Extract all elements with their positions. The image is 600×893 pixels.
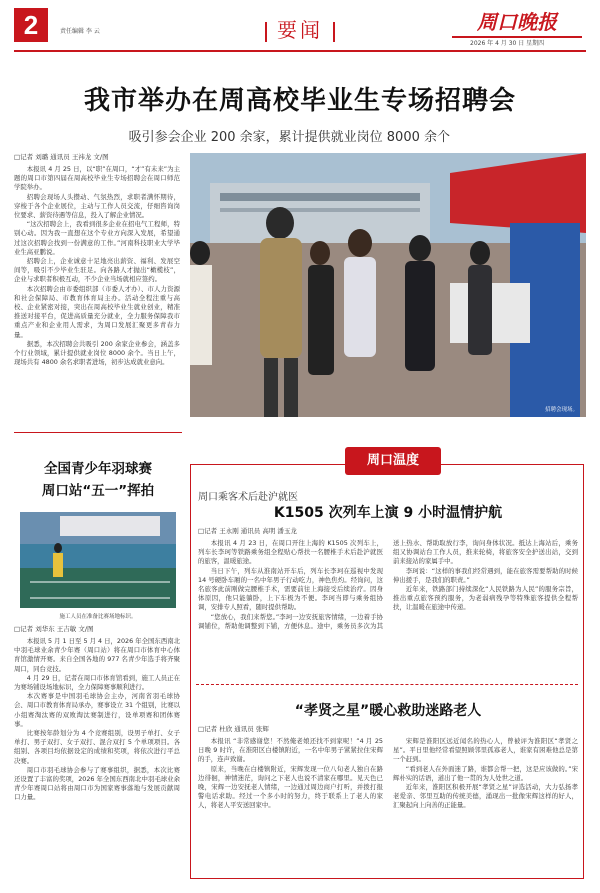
main-byline: □记者 刘璐 通讯员 王祎龙 文/图 <box>14 153 109 161</box>
story2-byline: □记者 杜欣 通讯员 张辉 <box>198 725 269 733</box>
story1-kicker: 周口乘客术后赴沪就医 <box>198 492 298 503</box>
story1-body <box>198 539 578 631</box>
paragraph: 本次赛事是中国羽毛球协会主办，河南省羽毛球协会、周口市教育体育局承办，赛事设立 31 个组别，比赛以小组赛淘汰赛的双败淘汰赛制进行，设单项赛和团体赛事。 <box>14 692 180 728</box>
paragraph: 当日下午，列车从淮南站开车后，列车长李珂在巡视中发现 14 号硬卧车厢的一名中年男子行动吃力，神色焦灼。经询问，这名旅客此前刚做完腰椎手术，需要前往上海接受后续治疗。因身体原因，他只能躺卧，上下车极为不便。李珂当即与乘务组协调，安排专人照看，随时提供帮助。 <box>198 566 383 612</box>
story-divider <box>196 684 578 685</box>
story2-title: “孝贤之星”暖心救助迷路老人 <box>294 703 482 719</box>
paragraph: 本次招聘会由市委组织部（市委人才办）、市人力资源和社会保障局、市教育体育局主办。活动全程注重与高校、企业紧密对接，突出在周高校毕业生就业创业，精准推送对接平台，促进高质量充分就业，全力服务保障我市重点产业和企业用人需求，为周口发展汇聚更多青春力量。 <box>14 284 180 339</box>
badminton-headline <box>14 458 182 502</box>
badminton-court-illustration <box>20 512 176 608</box>
paragraph: 4 月 29 日，记者在周口市体育馆看到，施工人员正在为赛场铺设场地标识，全力保障赛事顺利进行。 <box>14 673 180 692</box>
badminton-photo <box>20 512 176 608</box>
paragraph: 本报讯 5 月 1 日至 5 月 4 日，2026 年全国东西南北中羽毛球业余青少年赛（周口站）将在周口市体育中心体育馆激情开赛。来自全国各地的 977 名青少年选手将齐聚周口，同台竞技。 <box>14 637 180 673</box>
badminton-title-line2: 周口站“五一”挥拍 <box>41 483 155 499</box>
badminton-caption: 施工人员在准备比赛场地标识。 <box>59 614 137 620</box>
main-headline: 我市举办在周高校毕业生专场招聘会 <box>83 86 516 116</box>
paragraph: 比赛按年龄划分为 4 个竞赛组别，设男子单打、女子单打、男子双打、女子双打、混合双打 5 个单项项目。各组别、各项目均依据设定的成绩和奖项，将依次进行平总决赛。 <box>14 729 180 765</box>
paragraph: 李珂说：“这样的事我们经常遇到，能在旅客需要帮助的时候伸出援手，是我们的职责。” <box>393 566 578 584</box>
paragraph: “您放心，我们来帮您。”李珂一边安抚旅客情绪，一边着手协调铺位，帮助他调整到下铺，方便休息。途中，乘务员多次为其送上热水、帮助取放行李，询问身体状况。抵达上海站后，乘务组又协调站台工作人员，推来轮椅，将旅客安全护送出站，交到前来接站的家属手中。 <box>198 539 578 630</box>
issue-date: 2026 年 4 月 30 日 星期四 <box>470 40 545 47</box>
newspaper-logo: 周口晚报 <box>452 8 582 38</box>
column-separator <box>14 432 182 433</box>
story2-body <box>198 737 578 811</box>
paragraph: 原来，当晚在白楼镇附近，宋辉发现一位八旬老人独自在路边徘徊，神情迷茫，询问之下老人也说不清家在哪里。见天色已晚，宋辉一边安抚老人情绪，一边通过周边商户打听，并拨打报警电话求助。经过一个多小时的努力，终于联系上了老人的家人，将老人平安送回家中。 <box>198 764 383 810</box>
paragraph: “看到老人在外面迷了路，谁都会帮一把，这是应该做的。”宋辉朴实的话语，道出了他一贯的为人处世之道。 <box>393 764 578 782</box>
section-title <box>255 14 345 43</box>
job-fair-illustration <box>190 153 586 417</box>
paragraph: 近年来，铁路部门持续深化“人民铁路为人民”的服务宗旨，推出重点旅客预约服务，为老弱病残孕等特殊旅客提供全程帮扶，让温暖在旅途中传递。 <box>393 585 578 612</box>
warmth-badge: 周口温度 <box>345 447 441 475</box>
badminton-article <box>14 624 180 803</box>
paragraph: 据悉，本次招聘会共吸引 200 余家企业参会，涵盖多个行业领域，累计提供就业岗位 8000 余个。当日上午，现场共有 4800 余名求职者进场，初步达成就业意向。 <box>14 339 180 367</box>
editor-credit: 责任编辑 李 云 <box>60 28 100 35</box>
header-rule <box>14 50 586 52</box>
main-subhead: 吸引参会企业 200 余家，累计提供就业岗位 8000 余个 <box>128 130 450 145</box>
paragraph: 本报讯 4 月 25 日，以“职”在周口，“才”有未来”为主题的周口市第四届在周高校毕业生专场招聘会在周口师范学院举办。 <box>14 165 180 192</box>
job-fair-caption: 招聘会现场。 <box>544 407 578 413</box>
paragraph: 本报讯 “非常感谢您！不然俺老娘还找不到家呢！”4 月 25 日晚 9 时许，在淮阳区白楼镇附近，一名中年男子紧紧拉住宋辉的手，连声致谢。 <box>198 737 383 764</box>
paragraph: “这次招聘会上，我看到很多企业在招电气工程师，特别心动。因为我一直想在这个专业方向深入发展，希望通过这次招聘会找到一份满意的工作。”河南科技职业大学毕业生高亚鹏说。 <box>14 220 180 256</box>
story1-byline: □记者 王永刚 通讯员 高明 潘玉龙 <box>198 527 297 535</box>
paragraph: 周口市羽毛球协会参与了赛事组织，据悉，本次比赛还设置了丰富的奖项，2026 年全国东西南北中羽毛球业余青少年赛周口站将由周口市为国家赛事落地与发展贡献周口力量。 <box>14 765 180 802</box>
section-label: 要闻 <box>277 18 323 42</box>
badminton-byline: □记者 刘华东 王吉敏 文/图 <box>14 625 94 633</box>
badminton-title-line1: 全国青少年羽球赛 <box>44 461 152 477</box>
job-fair-photo <box>190 153 586 417</box>
main-body <box>14 165 180 367</box>
paragraph: 本报讯 4 月 23 日，在周口开往上海的 K1505 次列车上，列车长李珂等铁路乘务组全程贴心帮扶一名腰椎手术后赴沪就医的旅客，温暖旅途。 <box>198 539 383 566</box>
main-article <box>14 152 180 367</box>
story2-article <box>198 724 578 811</box>
paragraph: 近年来，淮阳区积极开展“孝贤之星”评选活动，大力弘扬孝老爱亲、邻里互助的传统美德，涌现出一批像宋辉这样的好人，汇聚起向上向善的正能量。 <box>393 783 578 810</box>
paragraph: 招聘会上，企业诚意十足地亮出薪资、福利、发展空间等，吸引不少毕业生驻足。向各路人才抛出“橄榄枝”，企业与求职者积极互动，不少企业当场就相应签约。 <box>14 257 180 284</box>
story1-article <box>198 526 578 631</box>
paragraph: 宋辉是淮阳区远近闻名的热心人，曾被评为淮阳区“孝贤之星”。平日里他经常看望照顾邻里孤寡老人，谁家有困难他总是第一个赶到。 <box>393 737 578 764</box>
badminton-body <box>14 637 180 803</box>
page-number: 2 <box>14 8 48 42</box>
story1-title: K1505 次列车上演 9 小时温情护航 <box>273 505 503 521</box>
paragraph: 招聘会现场人头攒动、气氛热烈，求职者满怀期待，穿梭于各个企业展位，主动与工作人员交流，仔细咨询岗位要求、薪资待遇等信息，投入了解企业情况。 <box>14 192 180 220</box>
